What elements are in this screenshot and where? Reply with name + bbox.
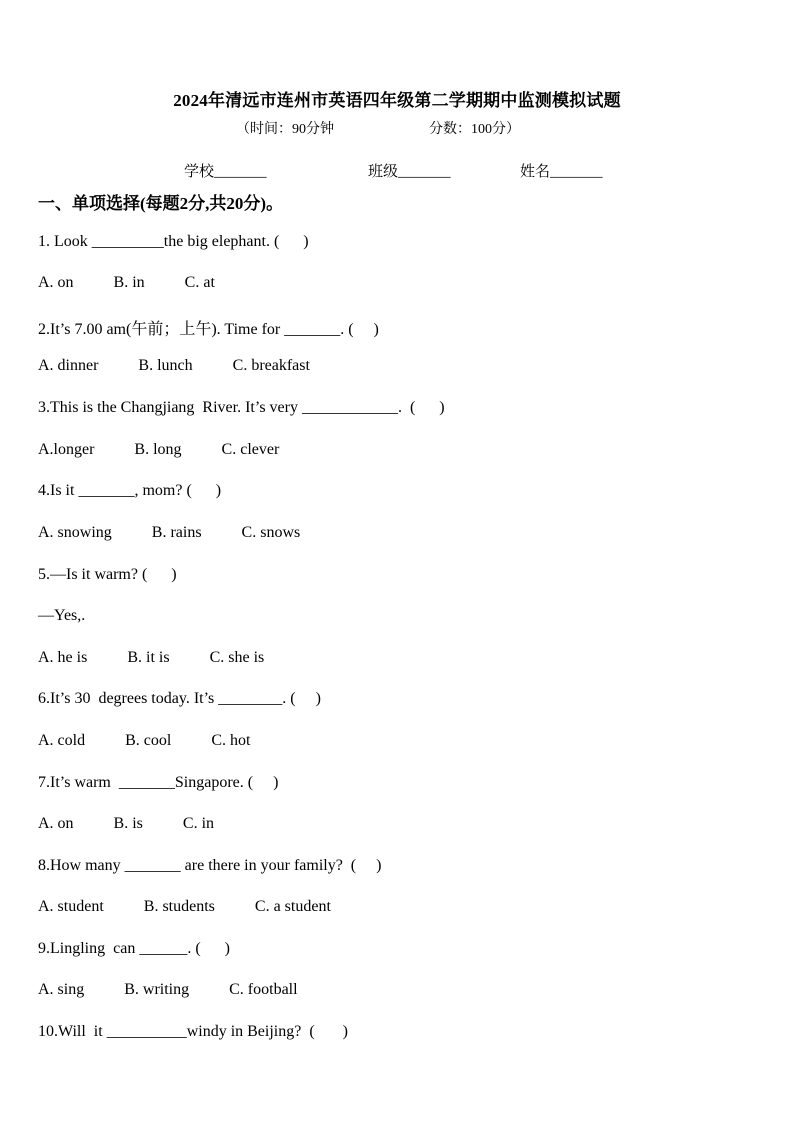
- options-4: A. snowing B. rains C. snows: [38, 524, 301, 541]
- question-4: 4.Is it _______, mom? ( ): [38, 482, 222, 499]
- question-3: 3.This is the Changjiang River. It’s very ____________. ( ): [38, 399, 445, 416]
- section-heading: 一、单项选择(每题2分,共20分)。: [38, 194, 284, 213]
- options-1: A. on B. in C. at: [38, 274, 215, 291]
- options-5: A. he is B. it is C. she is: [38, 649, 265, 666]
- class-field: 班级_______: [368, 164, 451, 180]
- question-5-answer: —Yes,.: [38, 607, 86, 624]
- question-9: 9.Lingling can ______. ( ): [38, 940, 230, 957]
- question-5: 5.—Is it warm? ( ): [38, 566, 177, 583]
- options-6: A. cold B. cool C. hot: [38, 732, 251, 749]
- school-field: 学校_______: [184, 164, 267, 180]
- question-6: 6.It’s 30 degrees today. It’s ________. ( ): [38, 690, 321, 707]
- exam-title: 2024年清远市连州市英语四年级第二学期期中监测模拟试题: [173, 91, 621, 110]
- options-7: A. on B. is C. in: [38, 815, 215, 832]
- name-field: 姓名_______: [520, 164, 603, 180]
- question-7: 7.It’s warm _______Singapore. ( ): [38, 774, 279, 791]
- time-limit: （时间：90分钟: [236, 122, 334, 137]
- exam-meta: [236, 118, 520, 138]
- question-1: 1. Look _________the big elephant. ( ): [38, 233, 309, 250]
- total-score: 分数：100分）: [429, 122, 520, 137]
- options-9: A. sing B. writing C. football: [38, 981, 298, 998]
- question-10: 10.Will it __________windy in Beijing? ( ): [38, 1023, 348, 1040]
- options-2: A. dinner B. lunch C. breakfast: [38, 357, 310, 374]
- question-2: 2.It’s 7.00 am(午前；上午). Time for _______. ( ): [38, 321, 379, 338]
- question-8: 8.How many _______ are there in your family? ( ): [38, 857, 382, 874]
- options-3: A.longer B. long C. clever: [38, 441, 280, 458]
- options-8: A. student B. students C. a student: [38, 898, 331, 915]
